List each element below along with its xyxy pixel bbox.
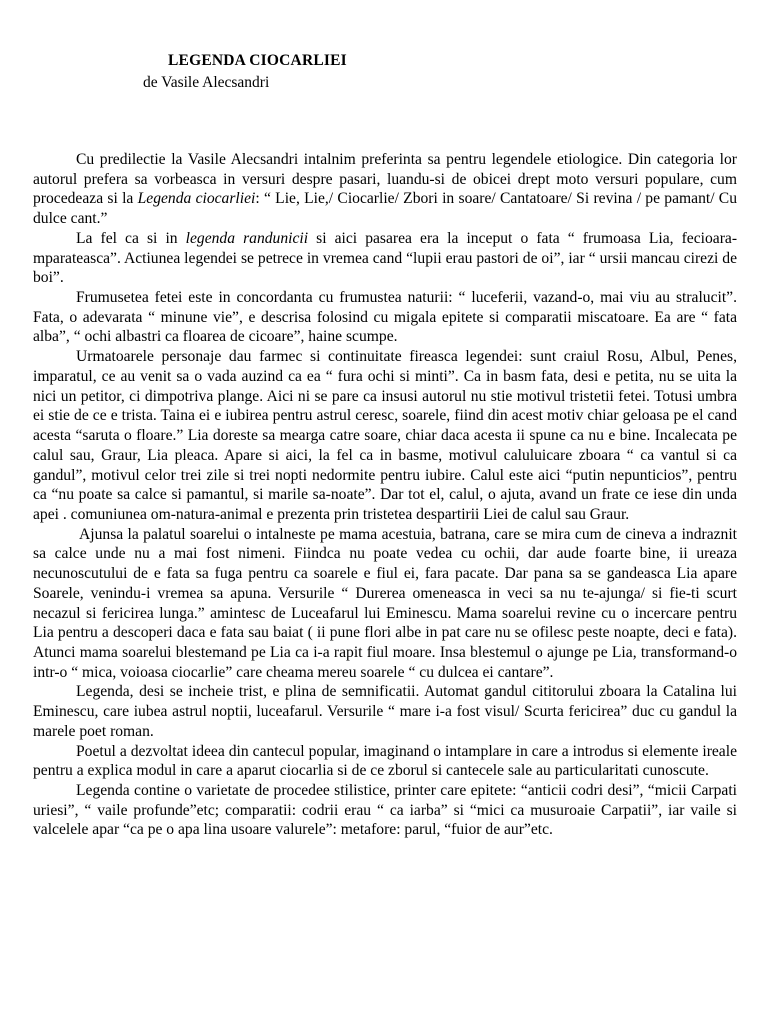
paragraph-1 bbox=[33, 150, 737, 229]
paragraph-2-text-b: si aici pasarea era la inceput o fata “ frumoasa Lia, fecioara-mparateasca”. Actiunea legendei se petrece in vremea cand “lupii erau pastori de oi”, iar “ ursii mancau cirezi de boi”. bbox=[33, 229, 738, 287]
document-body bbox=[33, 150, 737, 840]
paragraph-1-text-a: Cu predilectie la Vasile Alecsandri intalnim preferinta sa pentru legendele etiologice. Din categoria lor autorul prefera sa vorbeasca in versuri despre pasari, luandu-si de obicei drept moto versuri populare, cum procedeaza si la bbox=[33, 151, 737, 208]
paragraph-7: Poetul a dezvoltat ideea din cantecul popular, imaginand o intamplare in care a introdus si elemente ireale pentru a explica modul in care a aparut ciocarlia si de ce zborul si cantecele sale au particularitati cunoscute. bbox=[33, 742, 737, 780]
paragraph-6: Legenda, desi se incheie trist, e plina de semnificatii. Automat gandul cititorului zboara la Catalina lui Eminescu, care iubea astrul noptii, luceafarul. Versurile “ mare i-a fost visul/ Scurta fericirea” duc cu gandul la marele poet roman. bbox=[33, 683, 737, 740]
paragraph-2-title-italic: legenda randunicii bbox=[185, 229, 309, 247]
paragraph-5: Ajunsa la palatul soarelui o intalneste pe mama acestuia, batrana, care se mira cum de cineva a indraznit sa calce unde nu a mai fost nimeni. Fiindca nu poate vedea cu ochii, dar aude foarte bine, ii ureaza necunoscutului de e fata sa fuga pentru ca soarele e fiul ei, fara pacate. Dar pana sa se gandeasca Lia apare Soarele, venindu-i vremea sa apuna. Versurile “ Durerea omeneasca in veci sa nu te-ajunga/ si fie-ti scurt necazul si fericirea lunga.” amintesc de Luceafarul lui Eminescu. Mama soarelui revine cu o incercare pentru Lia pentru a descoperi daca e fata sau baiat ( ii pune flori albe in pat care nu se ofilesc peste noapte, deci e fata). Atunci mama soarelui blestemand pe Lia ca i-a rapit fiul moare. Insa blestemul o ajunge pe Lia, transformand-o intr-o “ mica, voioasa ciocarlie” care cheama mereu soarele “ cu dulcea ei cantare”. bbox=[33, 525, 737, 681]
paragraph-8: Legenda contine o varietate de procedee stilistice, printer care epitete: “anticii codri desi”, “micii Carpati uriesi”, “ vaile profunde”etc; comparatii: codrii erau “ ca iarba” si “mici ca musuroaie Carpatii”, iar vaile si valcelele apar “ca pe o apa lina usoare valurele”: metafore: parul, “fuior de aur”etc. bbox=[33, 782, 737, 839]
paragraph-1-title-italic: Legenda ciocarliei bbox=[137, 190, 256, 208]
paragraph-2 bbox=[33, 229, 737, 288]
paragraph-2-text-a: La fel ca si in bbox=[76, 229, 186, 247]
paragraph-4: Urmatoarele personaje dau farmec si continuitate fireasca legendei: sunt craiul Rosu, Albul, Penes, imparatul, ce au venit sa o vada auzind ca ea “ fura ochi si minti”. Ca in basm fata, desi e petita, nu se uita la nici un petitor, ci dimpotriva plange. Aici ni se pare ca insusi autorul nu stie motivul tristetii fetei. Totusi umbra ei stie de ce e trista. Taina ei e iubirea pentru astrul ceresc, soarele, fiind din acest motiv chiar geloasa pe el cand acesta “saruta o floare.” Lia doreste sa mearga catre soare, chiar daca acesta ii spune ca nu e bine. Incalecata pe calul sau, Graur, Lia pleaca. Apare si aici, la fel ca in basme, motivul caluluicare zboara “ ca vantul si ca gandul”, motivul celor trei zile si trei nopti nedormite pentru iubire. Calul este aici “putin nepunticios”, pentru ca “nu poate sa calce si pamantul, si marile sa-noate”. Dar tot el, calul, o ajuta, avand un frate ce iese din unda apei . comuniunea om-natura-animal e prezenta prin tristetea despartirii Liei de calul sau Graur. bbox=[33, 348, 737, 523]
paragraph-1-text-b: : “ Lie, Lie,/ Ciocarlie/ Zbori in soare/ Cantatoare/ Si revina / pe pamant/ Cu dulce cant.” bbox=[33, 190, 738, 228]
document-title: LEGENDA CIOCARLIEI bbox=[168, 52, 347, 69]
document-author: de Vasile Alecsandri bbox=[143, 74, 270, 91]
paragraph-3: Frumusetea fetei este in concordanta cu frumustea naturii: “ luceferii, vazand-o, mai viu au stralucit”. Fata, o adevarata “ minune vie”, e descrisa folosind cu migala epitete si comparatii miscatoare. Ea are “ fata alba”, “ ochi albastri ca floarea de cicoare”, haine scumpe. bbox=[33, 289, 737, 346]
